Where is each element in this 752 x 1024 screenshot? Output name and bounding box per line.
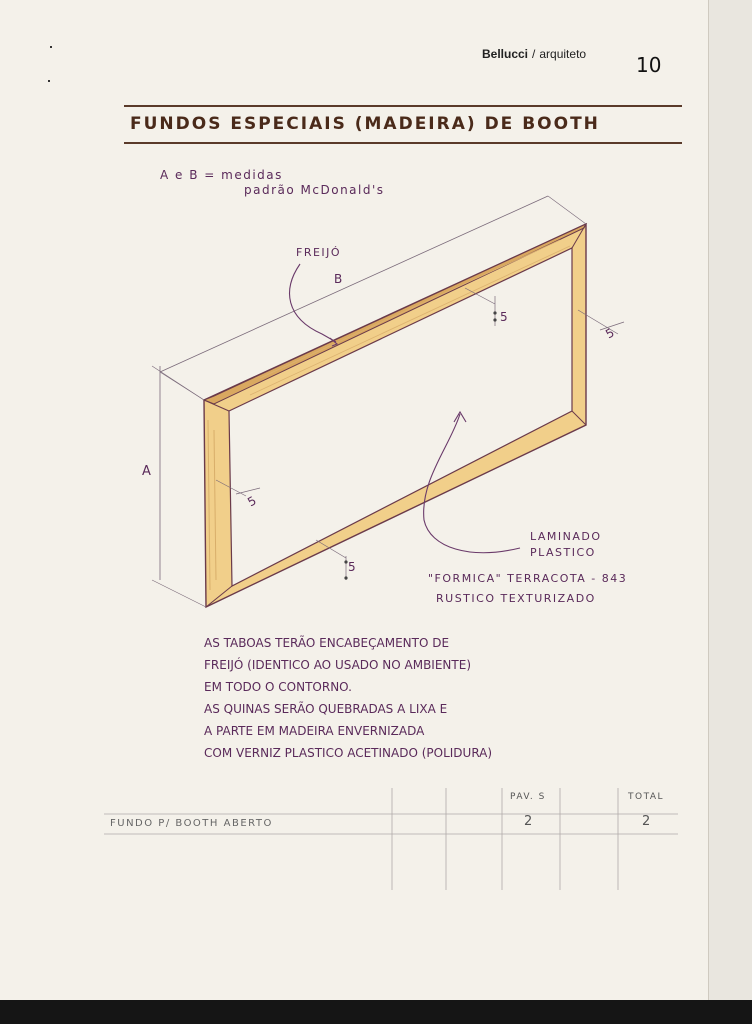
- brand-name: Bellucci: [482, 47, 529, 61]
- brand-separator: /: [532, 47, 536, 61]
- formica-line1: "FORMICA" TERRACOTA - 843: [428, 572, 628, 585]
- dim-label-5: 5: [603, 324, 619, 342]
- quantity-table-grid: [104, 788, 678, 890]
- formica-line2: RUSTICO TEXTURIZADO: [436, 592, 596, 605]
- note-line: A PARTE EM MADEIRA ENVERNIZADA: [204, 724, 425, 738]
- brand-profession: arquiteto: [539, 47, 587, 61]
- label-freijo: FREIJÓ: [296, 246, 342, 259]
- note-ab-line2: padrão McDonald's: [244, 183, 385, 197]
- note-line: AS QUINAS SERÃO QUEBRADAS A LIXA E: [204, 702, 448, 716]
- laminado-line2: PLASTICO: [530, 546, 596, 559]
- table-header-total: TOTAL: [628, 792, 665, 802]
- dim-label-5: 5: [500, 310, 510, 324]
- note-line: AS TABOAS TERÃO ENCABEÇAMENTO DE: [204, 636, 450, 650]
- table-header-pav: PAV. S: [510, 792, 546, 802]
- next-sheet-edge: [708, 0, 752, 1000]
- dim-label-5: 5: [245, 492, 261, 510]
- scan-border: [0, 1000, 752, 1024]
- note-line: EM TODO O CONTORNO.: [204, 680, 352, 694]
- specification-notes: [204, 632, 492, 764]
- note-line: COM VERNIZ PLASTICO ACETINADO (POLIDURA): [204, 746, 493, 760]
- table-row-label: FUNDO P/ BOOTH ABERTO: [110, 818, 273, 829]
- note-ab-line1: A e B = medidas: [160, 168, 283, 182]
- table-row-pav-value: 2: [524, 814, 534, 829]
- page-title: FUNDOS ESPECIAIS (MADEIRA) DE BOOTH: [130, 114, 600, 134]
- page-number: 10: [636, 53, 662, 77]
- dim-label-5: 5: [348, 560, 358, 574]
- laminate-panel: [229, 248, 572, 586]
- label-dimension-a: A: [142, 464, 153, 479]
- table-row-total-value: 2: [642, 814, 652, 829]
- note-line: FREIJÓ (IDENTICO AO USADO NO AMBIENTE): [204, 658, 471, 672]
- label-dimension-b: B: [334, 272, 344, 286]
- laminado-line1: LAMINADO: [530, 530, 602, 543]
